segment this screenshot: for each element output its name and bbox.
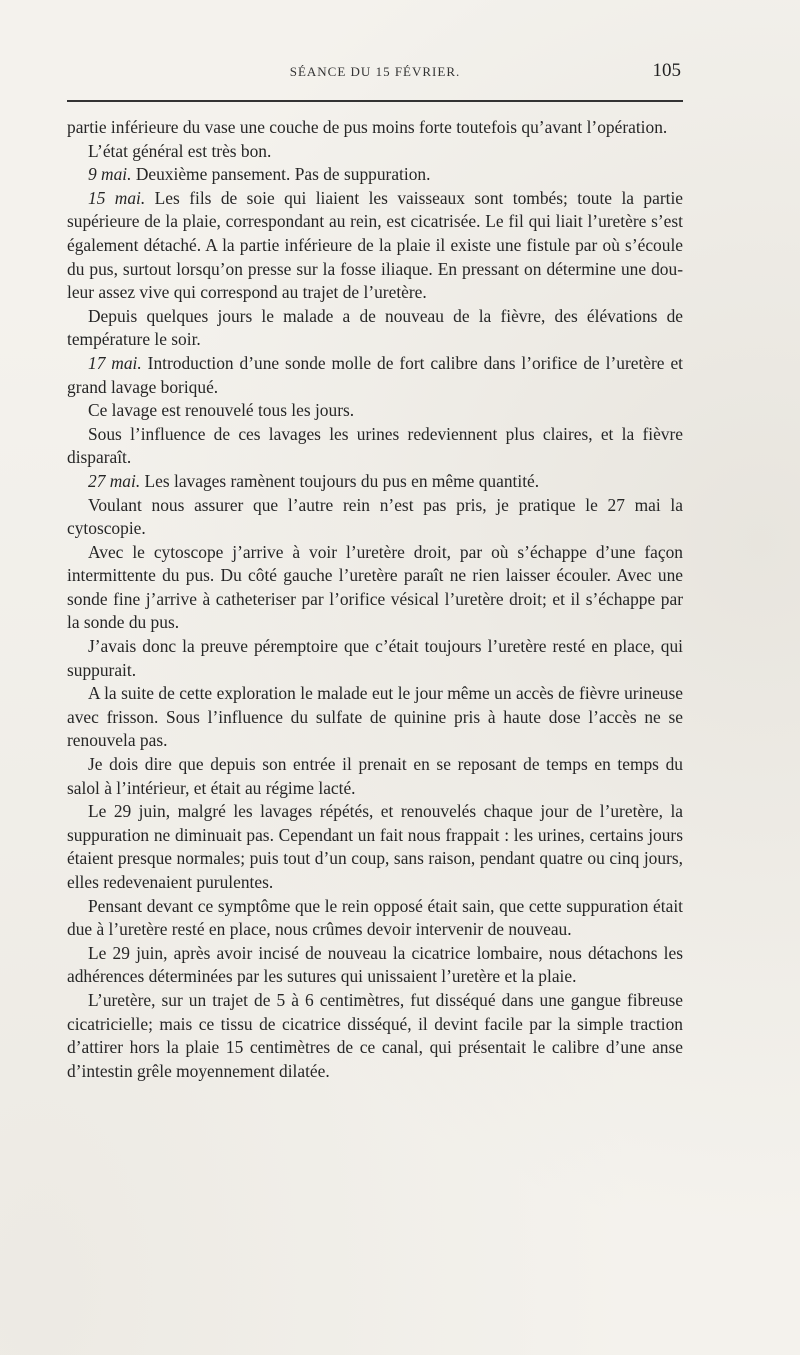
paragraph-text: Les fils de soie qui liaient les vaisseaux sont tombés; toute la partie supérieure de la plaie, correspondant au rein, est cicatrisée. Le fil qui liait l’uretère s’est également détaché. A la partie inférieure de la plaie il existe une fistule par où s’écoule du pus, surtout lorsqu’on presse sur la fosse iliaque. En pressant on détermine une douleur assez vive qui correspond au trajet de l’uretère. bbox=[67, 187, 683, 303]
paragraph-text: J’avais donc la preuve péremptoire que c’était toujours l’uretère resté en place, qui suppurait. bbox=[67, 636, 683, 680]
paragraph bbox=[67, 635, 683, 682]
paragraph bbox=[67, 989, 683, 1083]
header-rule bbox=[67, 100, 683, 102]
entry-date: 17 mai. bbox=[88, 352, 142, 373]
paragraph bbox=[67, 541, 683, 635]
paragraph bbox=[67, 399, 683, 423]
paragraph bbox=[67, 305, 683, 352]
paragraph-text: Pensant devant ce symptôme que le rein opposé était sain, que cette suppuration était due à l’uretère resté en place, nous crûmes devoir intervenir de nouveau. bbox=[67, 895, 683, 940]
paragraph-text: L’état général est très bon. bbox=[88, 140, 272, 161]
paragraph bbox=[67, 942, 683, 989]
body-text bbox=[67, 116, 683, 1083]
paragraph-text: partie inférieure du vase une couche de pus moins forte toutefois qu’avant l’opération. bbox=[67, 117, 668, 137]
paragraph bbox=[67, 895, 683, 942]
paragraph bbox=[67, 423, 683, 470]
paragraph-text: Ce lavage est renouvelé tous les jours. bbox=[88, 400, 355, 421]
paragraph-text: Le 29 juin, malgré les lavages répétés, et renouvelés chaque jour de l’uretère, la suppuration ne diminuait pas. Cependant un fait nous frappait : les urines, certains jours étaient presque normales; puis tout d’un coup, sans raison, pendant quatre ou cinq jours, elles redevenaient purulentes. bbox=[67, 801, 683, 892]
entry-date: 27 mai. bbox=[88, 470, 141, 491]
page-header bbox=[67, 62, 683, 88]
paragraph bbox=[67, 800, 683, 894]
entry-date: 15 mai. bbox=[88, 187, 146, 208]
paragraph bbox=[67, 163, 683, 187]
paragraph bbox=[67, 682, 683, 753]
paragraph bbox=[67, 140, 683, 164]
paragraph-text: Je dois dire que depuis son entrée il prenait en se reposant de temps en temps du salol à l’intérieur, et était au régime lacté. bbox=[67, 754, 683, 798]
paragraph-text: Le 29 juin, après avoir incisé de nouveau la cicatrice lombaire, nous détachons les adhérences déterminées par les sutures qui unissaient l’uretère et la plaie. bbox=[67, 942, 683, 987]
paragraph-text: Avec le cytoscope j’arrive à voir l’uretère droit, par où s’échappe d’une façon intermittente du pus. Du côté gauche l’uretère paraît ne rien laisser écouler. Avec une sonde fine j’arrive à catheteriser par l’orifice vésical l’uretère droit; et il s’échappe par la sonde du pus. bbox=[67, 541, 683, 633]
paragraph-text: Les lavages ramènent toujours du pus en même quantité. bbox=[140, 470, 540, 491]
running-title: SÉANCE DU 15 FÉVRIER. bbox=[289, 64, 461, 79]
paragraph bbox=[67, 470, 683, 494]
paragraph-text: Sous l’influence de ces lavages les urines redeviennent plus claires, et la fièvre disparaît. bbox=[67, 423, 683, 468]
paragraph bbox=[67, 494, 683, 541]
paragraph-text: L’uretère, sur un trajet de 5 à 6 centimètres, fut disséqué dans une gangue fibreuse cicatricielle; mais ce tissu de cicatrice disséqué, il devint facile par la simple traction d’attirer hors la plaie 15 centimètres de ce canal, qui présentait le calibre d’une anse d’intestin grêle moyennement dilatée. bbox=[67, 989, 683, 1081]
paragraph-text: Deuxième pansement. Pas de suppuration. bbox=[131, 164, 431, 185]
paragraph bbox=[67, 116, 683, 140]
entry-date: 9 mai. bbox=[88, 164, 132, 185]
page-number: 105 bbox=[652, 60, 681, 81]
paragraph-text: Introduction d’une sonde molle de fort calibre dans l’orifice de l’uretère et grand lavage boriqué. bbox=[67, 352, 683, 397]
paragraph bbox=[67, 352, 683, 399]
paragraph-text: Depuis quelques jours le malade a de nouveau de la fièvre, des élévations de température le soir. bbox=[67, 305, 683, 350]
paragraph bbox=[67, 187, 683, 305]
paragraph bbox=[67, 753, 683, 800]
paragraph-text: A la suite de cette exploration le malade eut le jour même un accès de fièvre urineuse avec frisson. Sous l’influence du sulfate de quinine pris à haute dose l’accès ne se renouvela pas. bbox=[67, 683, 683, 751]
paragraph-text: Voulant nous assurer que l’autre rein n’est pas pris, je pratique le 27 mai la cytoscopie. bbox=[67, 494, 683, 539]
